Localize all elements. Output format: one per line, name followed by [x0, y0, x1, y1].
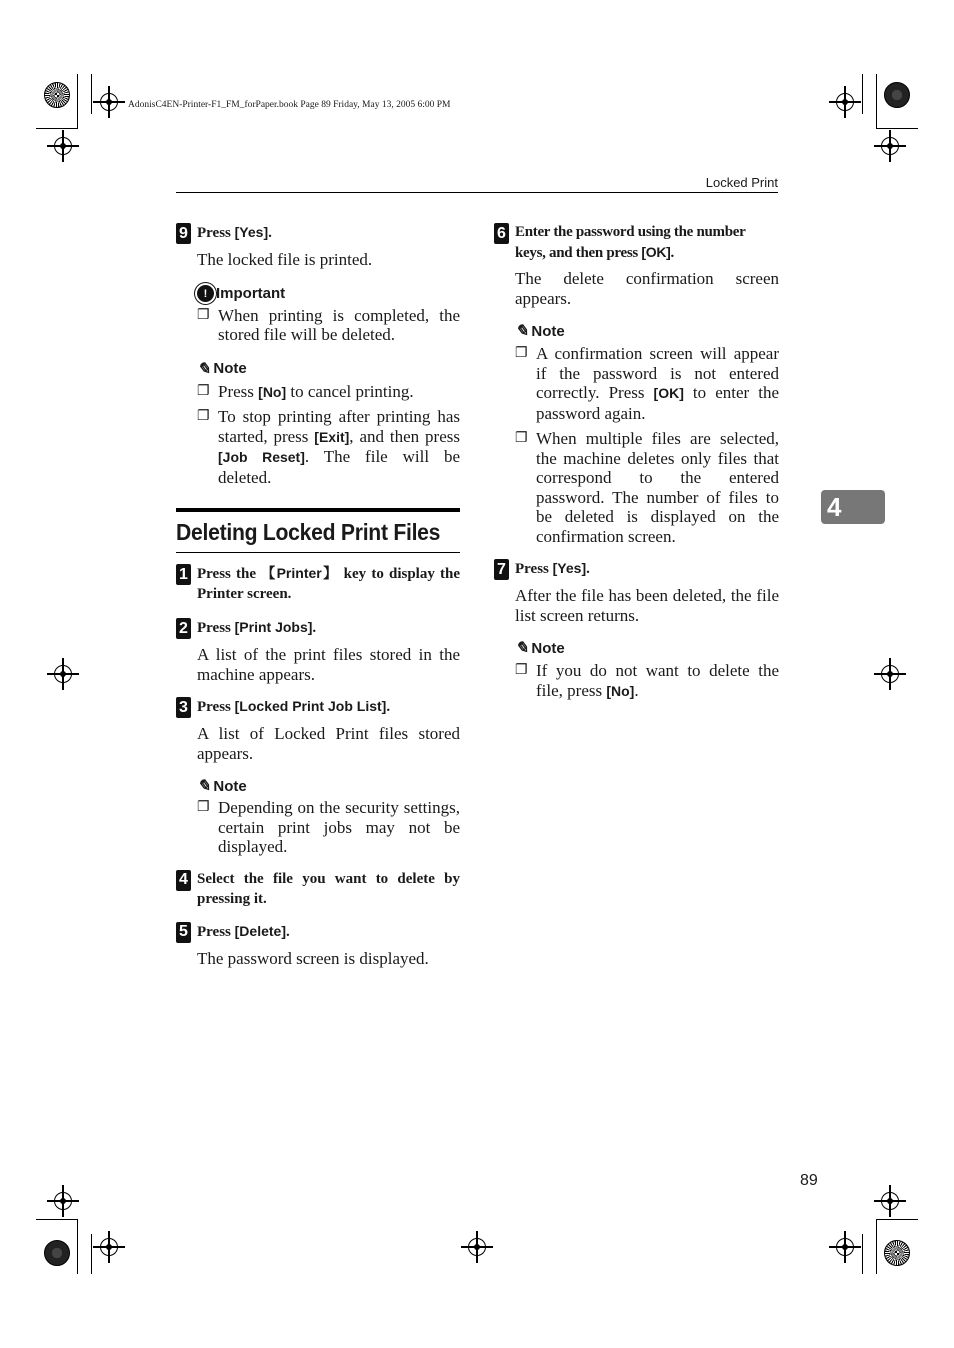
right-column: [494, 222, 779, 701]
step-instruction: Press [Print Jobs].: [197, 619, 317, 636]
step-result: A list of Locked Print files stored appears.: [197, 724, 460, 763]
step-6: [494, 222, 779, 263]
step-instruction: Enter the password using the number keys, and then press [OK].: [515, 224, 746, 261]
step-4: [176, 869, 460, 909]
note-item: ❐ If you do not want to delete the file, press [No].: [515, 661, 779, 700]
target-mark-icon: [881, 1192, 899, 1210]
checkbox-bullet-icon: ❐: [515, 431, 528, 446]
checkbox-bullet-icon: ❐: [197, 409, 210, 424]
step-number: 9: [176, 223, 191, 244]
target-mark-icon: [54, 137, 72, 155]
step-instruction: Press [Locked Print Job List].: [197, 698, 391, 715]
registration-mark-icon: [44, 1240, 70, 1266]
note-item: ❐ Depending on the security settings, certain print jobs may not be displayed.: [197, 798, 460, 856]
step-number: 3: [176, 697, 191, 718]
step-result: A list of the print files stored in the machine appears.: [197, 645, 460, 684]
step-number: 2: [176, 618, 191, 639]
target-mark-icon: [881, 665, 899, 683]
note-item: ❐ When multiple files are selected, the machine deletes only files that correspond to the entered password. The number of files to be deleted is displayed on the confirmation screen.: [515, 429, 779, 546]
crop-mark: [36, 1219, 78, 1220]
step-number: 7: [494, 559, 509, 580]
step-number: 4: [176, 870, 191, 891]
note-heading: ✎ Note: [197, 777, 247, 795]
note-item: ❐ A confirmation screen will appear if the password is not entered correctly. Press [OK] to enter the password again.: [515, 344, 779, 423]
crop-mark: [862, 74, 863, 114]
key-name: [Yes]: [234, 224, 269, 240]
page-number: 89: [800, 1172, 818, 1189]
left-column: [176, 222, 460, 968]
registration-mark-icon: [884, 1240, 910, 1266]
crop-mark: [862, 1234, 863, 1274]
pencil-icon: ✎: [197, 360, 211, 378]
checkbox-bullet-icon: ❐: [197, 307, 210, 323]
step-result: The password screen is displayed.: [197, 948, 429, 968]
section-title: Deleting Locked Print Files: [176, 519, 441, 545]
step-number: 5: [176, 922, 191, 943]
step-7: [494, 558, 779, 580]
pencil-icon: ✎: [515, 323, 529, 340]
registration-mark-icon: [44, 82, 70, 108]
crop-mark: [36, 128, 78, 129]
step-result: The locked file is printed.: [197, 250, 373, 269]
step-number: 6: [494, 223, 509, 244]
step-5: [176, 921, 460, 943]
important-heading: ! Important: [197, 284, 460, 304]
note-heading: ✎ Note: [515, 322, 565, 340]
note-item: ❐ Press [No] to cancel printing.: [197, 381, 414, 401]
section-rule: [176, 552, 460, 553]
step-9: [176, 222, 460, 244]
crop-mark: [91, 74, 92, 114]
step-instruction: Press [Delete].: [197, 922, 290, 940]
registration-mark-icon: [884, 82, 910, 108]
pencil-icon: ✎: [515, 640, 529, 657]
crop-mark: [876, 1219, 918, 1220]
step-3: [176, 696, 460, 718]
crop-mark: [77, 74, 78, 129]
header-rule: [176, 192, 778, 193]
target-mark-icon: [468, 1238, 486, 1256]
step-1: [176, 563, 460, 604]
step-instruction: Press [Yes].: [197, 224, 272, 241]
note-item: ❐ To stop printing after printing has started, press [Exit], and then press [Job Reset]. The file will be deleted.: [197, 407, 460, 487]
target-mark-icon: [54, 1192, 72, 1210]
important-icon: !: [197, 285, 214, 302]
target-mark-icon: [881, 137, 899, 155]
target-mark-icon: [100, 93, 118, 111]
target-mark-icon: [54, 665, 72, 683]
step-result: After the file has been deleted, the file list screen returns.: [515, 586, 779, 625]
step-instruction: Press [Yes].: [515, 560, 590, 577]
chapter-tab: 4: [821, 490, 885, 524]
checkbox-bullet-icon: ❐: [197, 800, 210, 815]
target-mark-icon: [836, 1238, 854, 1256]
crop-mark: [876, 128, 918, 129]
crop-mark: [876, 1219, 877, 1274]
step-result: The delete confirmation screen appears.: [515, 269, 779, 308]
crop-mark: [77, 1219, 78, 1274]
crop-mark: [876, 74, 877, 129]
step-2: [176, 617, 460, 639]
important-item: ❐ When printing is completed, the stored file will be deleted.: [197, 305, 460, 344]
pencil-icon: ✎: [197, 778, 211, 795]
checkbox-bullet-icon: ❐: [197, 383, 210, 399]
step-instruction: Select the file you want to delete by pressing it.: [197, 870, 460, 907]
checkbox-bullet-icon: ❐: [515, 346, 528, 361]
target-mark-icon: [836, 93, 854, 111]
note-heading: ✎ Note: [197, 360, 247, 378]
checkbox-bullet-icon: ❐: [515, 663, 528, 678]
note-heading: ✎ Note: [515, 639, 565, 657]
step-number: 1: [176, 564, 191, 585]
target-mark-icon: [100, 1238, 118, 1256]
file-info: AdonisC4EN-Printer-F1_FM_forPaper.book Page 89 Friday, May 13, 2005 6:00 PM: [128, 100, 451, 110]
step-instruction: Press the 【Printer】 key to display the Printer screen.: [197, 565, 460, 602]
running-header: Locked Print: [705, 175, 778, 190]
crop-mark: [91, 1234, 92, 1274]
